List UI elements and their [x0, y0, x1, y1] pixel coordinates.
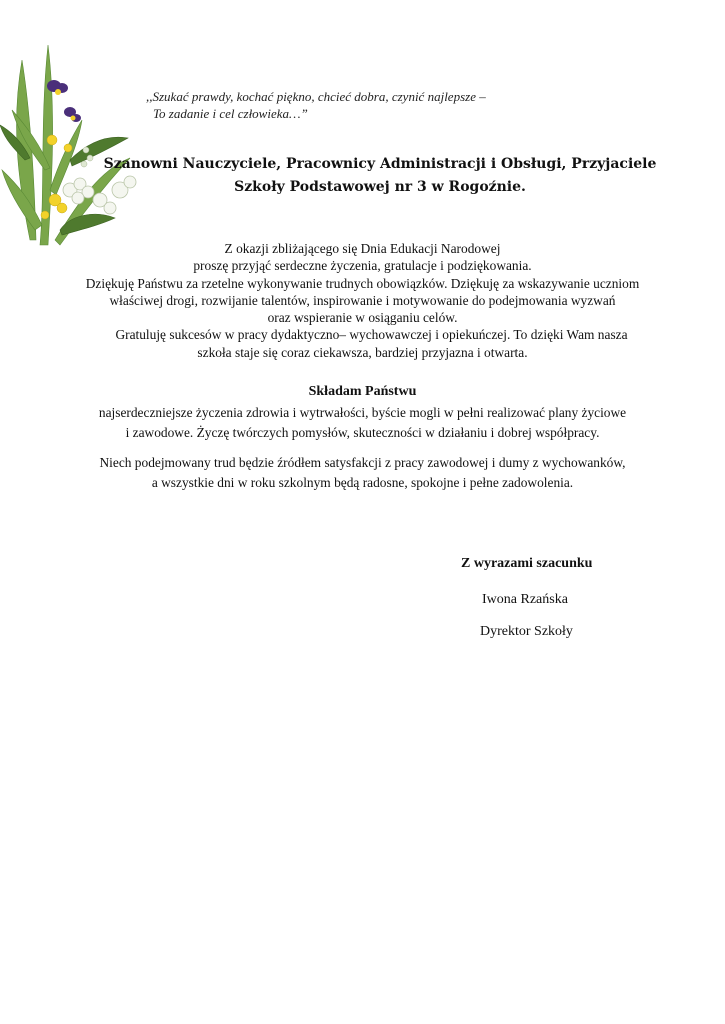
signature-name: Iwona Rzańska [482, 592, 568, 607]
wishes-line: i zawodowe. Życzę twórczych pomysłów, skuteczności w działaniu i dobrej współpracy. [125, 425, 600, 440]
signature-regards: Z wyrazami szacunku [461, 556, 593, 571]
quote-line-2: To zadanie i cel człowieka…” [153, 106, 308, 121]
signature-title: Dyrektor Szkoły [480, 624, 573, 639]
closing-line: a wszystkie dni w roku szkolnym będą radosne, spokojne i pełne zadowolenia. [151, 475, 574, 490]
letter-body [40, 240, 685, 361]
wishes-heading: Składam Państwu [308, 384, 417, 399]
flower-bouquet-icon [0, 40, 160, 250]
body-line: Gratuluję sukcesów w pracy dydaktyczno– wychowawczej i opiekuńczej. To dzięki Wam nasza [115, 327, 628, 343]
quote-line-1: ,,Szukać prawdy, kochać piękno, chcieć dobra, czynić najlepsze – [146, 89, 486, 104]
wishes-paragraph [40, 403, 685, 443]
body-line: właściwej drogi, rozwijanie talentów, inspirowanie i motywowanie do podejmowania wyzwań [109, 292, 616, 308]
body-line: Dziękuję Państwu za rzetelne wykonywanie trudnych obowiązków. Dziękuję za wskazywanie uczniom [85, 275, 640, 291]
wishes-line: najserdeczniejsze życzenia zdrowia i wytrwałości, byście mogli w pełni realizować plany życiowe [98, 405, 627, 420]
body-line: szkoła staje się coraz ciekawsza, bardziej przyjazna i otwarta. [197, 344, 528, 360]
salutation-line-1: Szanowni Nauczyciele, Pracownicy Administracji i Obsługi, Przyjaciele [103, 156, 657, 172]
body-line: proszę przyjąć serdeczne życzenia, gratulacje i podziękowania. [193, 258, 532, 274]
body-line: Z okazji zbliżającego się Dnia Edukacji Narodowej [224, 241, 501, 256]
salutation-heading [80, 153, 680, 199]
closing-line: Niech podejmowany trud będzie źródłem satysfakcji z pracy zawodowej i dumy z wychowanków, [99, 455, 626, 470]
closing-paragraph [40, 453, 685, 493]
body-line: oraz wspieranie w osiąganiu celów. [267, 310, 458, 326]
epigraph-quote [146, 88, 566, 122]
salutation-line-2: Szkoły Podstawowej nr 3 w Rogoźnie. [234, 179, 526, 195]
